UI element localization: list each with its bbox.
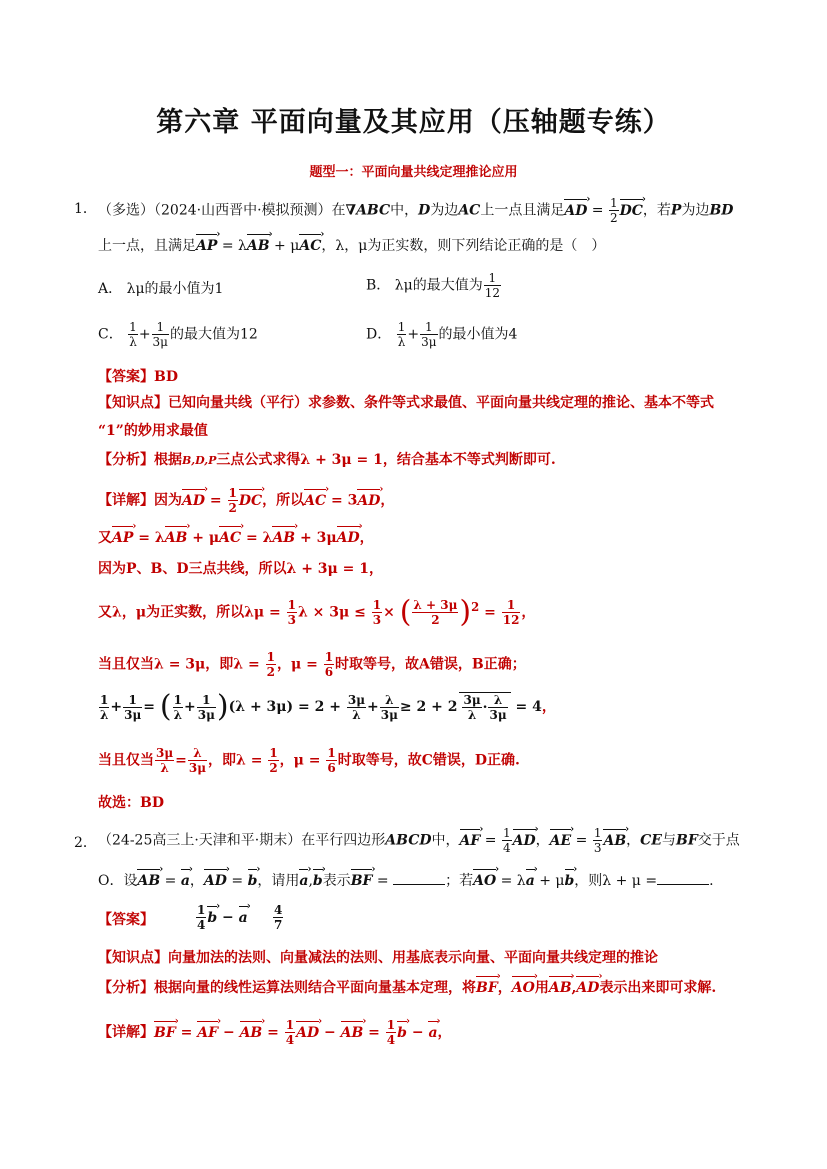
question-1-line-1: （多选）（2024·山西晋中·模拟预测）在∇ABC中，D为边AC上一点且满足AD › = $\frac{1}{2}$ DC ›，若P为边BD bbox=[98, 196, 767, 225]
answer-2: 【答案】 bbox=[98, 912, 154, 928]
detail-2-line-1: 【详解】BF › = AF › − AB › = $\frac{1}{4}$ AD › − AB › = $\frac{1}{4}$ b › − a ›， bbox=[98, 1018, 767, 1047]
analysis-2: 【分析】根据向量的线性运算法则结合平面向量基本定理，将BF ›，AO ›用AB ›,AD ›表示出来即可求解. bbox=[98, 978, 767, 998]
answer-2-blank-2: $\frac{4}{7}$ bbox=[274, 903, 283, 932]
option-d: D． $\frac{1}{\lambda}$ + $\frac{1}{3\mu}$ 的最小值为4 bbox=[366, 320, 518, 349]
analysis-1: 【分析】根据B,D,P三点公式求得λ + 3μ = 1，结合基本不等式判断即可. bbox=[98, 452, 556, 468]
detail-1-line-2: 又AP › = λAB › + μAC › = λAB › + 3μAD ›， bbox=[98, 528, 767, 548]
question-1-number: 1． bbox=[74, 201, 97, 217]
knowledge-points-2: 【知识点】向量加法的法则、向量减法的法则、用基底表示向量、平面向量共线定理的推论 bbox=[98, 950, 658, 966]
option-a: A． λμ的最小值为1 bbox=[98, 281, 224, 297]
question-2-number: 2． bbox=[74, 835, 97, 851]
detail-1-line-4: 又λ，μ为正实数，所以λμ = $\frac{1}{3}$ λ × 3μ ≤ $\frac{1}{3}$ × ( $\frac{\lambda + 3\mu}{2}$ )$^2$ = $\frac{1}{12}$ ， bbox=[98, 594, 536, 630]
question-2-line-1: （24-25高三上·天津和平·期末）在平行四边形ABCD中，AF › = $\frac{1}{4}$ AD ›，AE › = $\frac{1}{3}$ AB ›，CE与BF交于点 bbox=[98, 826, 767, 855]
detail-1-line-6: $\frac{1}{\lambda}$ + $\frac{1}{3\mu}$ = ( $\frac{1}{\lambda}$ + $\frac{1}{3\mu}$ )(λ + 3μ) = 2 + $\frac{3\mu}{\lambda}$ + $\frac{\lambda}{3\mu}$ ≥ 2 + 2 $\frac{3\mu}{\lambda}$ · $\frac{\lambda}{3\mu}$ = 4， bbox=[100, 689, 556, 724]
option-c: C． $\frac{1}{\lambda}$ + $\frac{1}{3\mu}$ 的最大值为12 bbox=[98, 320, 258, 349]
answer-2-blank-1: $\frac{1}{4}$ b › − a › bbox=[195, 903, 248, 932]
knowledge-points-1-cont: “1”的妙用求最值 bbox=[98, 423, 208, 439]
detail-1-line-7: 当且仅当 $\frac{3\mu}{\lambda}$ = $\frac{\lambda}{3\mu}$ ，即λ = $\frac{1}{2}$ ，μ = $\frac{1}{6}$ 时取等号，故C错误，D正确. bbox=[98, 746, 520, 775]
option-b: B． λμ的最大值为 $\frac{1}{12}$ bbox=[366, 271, 501, 300]
page-title: 第六章 平面向量及其应用（压轴题专练） bbox=[156, 107, 671, 138]
detail-1-line-3: 因为P、B、D三点共线，所以λ + 3μ = 1， bbox=[98, 561, 384, 577]
answer-1: 【答案】BD bbox=[98, 369, 178, 385]
question-1-line-2: 上一点，且满足AP › = λAB › + μAC ›，λ，μ为正实数，则下列结论正确的是（ ） bbox=[98, 236, 767, 256]
knowledge-points-1: 【知识点】已知向量共线（平行）求参数、条件等式求最值、平面向量共线定理的推论、基本不等式 bbox=[98, 395, 714, 411]
detail-1-line-5: 当且仅当λ = 3μ，即λ = $\frac{1}{2}$ ，μ = $\frac{1}{6}$ 时取等号，故A错误，B正确； bbox=[98, 650, 526, 679]
choice-1: 故选：BD bbox=[98, 795, 164, 811]
detail-1-line-1: 【详解】因为AD › = $\frac{1}{2}$ DC ›，所以AC › = 3AD ›， bbox=[98, 486, 767, 515]
section-heading: 题型一：平面向量共线定理推论应用 bbox=[309, 165, 518, 180]
question-2-line-2: O．设AB › = a ›，AD › = b ›，请用a ›,b ›表示BF › = ；若AO › = λa › + μb ›，则λ + μ = . bbox=[98, 871, 767, 891]
